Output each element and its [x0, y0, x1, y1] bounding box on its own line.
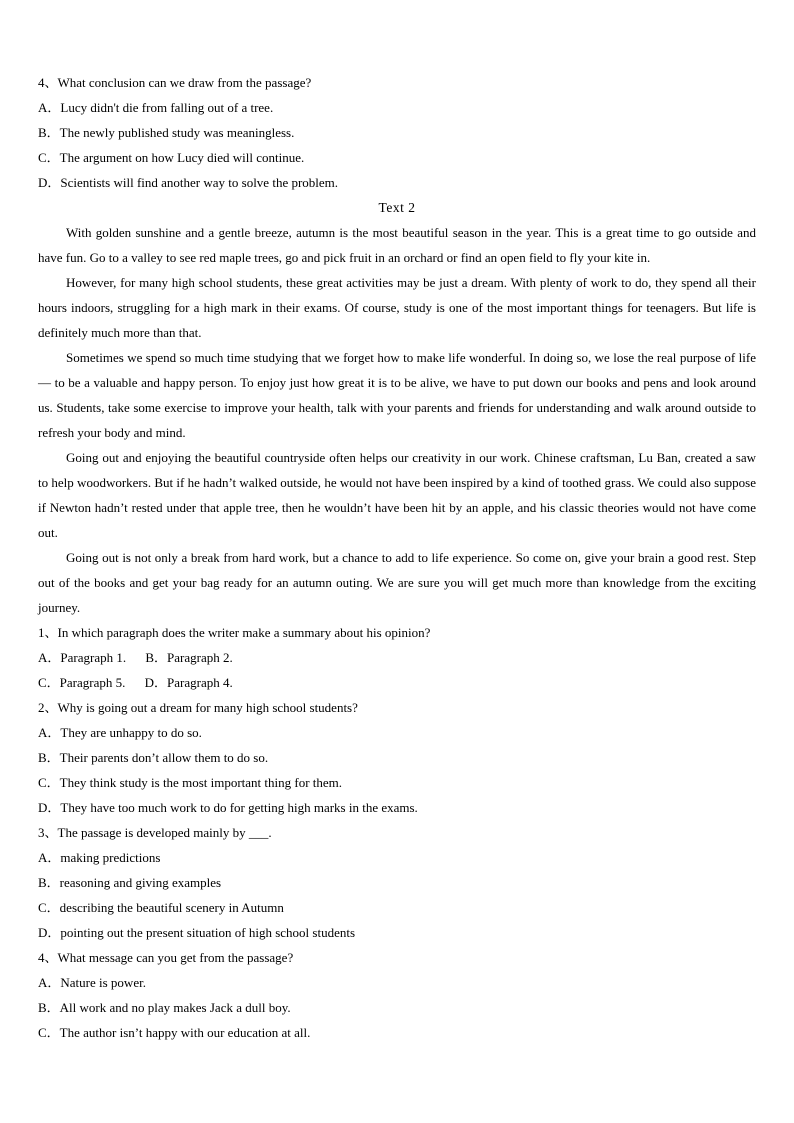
option-a: A．They are unhappy to do so. [38, 725, 202, 740]
question-block-prev-4 [38, 70, 756, 195]
option-b: B．reasoning and giving examples [38, 875, 222, 890]
question-prompt: 2、Why is going out a dream for many high school students? [38, 700, 358, 715]
option-d: D．They have too much work to do for getting high marks in the exams. [38, 800, 418, 815]
question-block-4 [38, 945, 756, 1045]
option-b: B．All work and no play makes Jack a dull boy. [38, 1000, 291, 1015]
option-c: C．describing the beautiful scenery in Autumn [38, 900, 284, 915]
option-d: D．Scientists will find another way to solve the problem. [38, 175, 339, 190]
option-c: C．The argument on how Lucy died will continue. [38, 150, 305, 165]
option-a: A．Paragraph 1. [38, 650, 127, 665]
option-b: B．Their parents don’t allow them to do so. [38, 750, 269, 765]
option-row-cd [38, 670, 756, 695]
option-a: A．Lucy didn't die from falling out of a tree. [38, 100, 274, 115]
passage-paragraph-2: However, for many high school students, these great activities may be just a dream. With plenty of work to do, they spend all their hours indoors, struggling for a high mark in their exams. Of course, study is one of the most important things for teenagers. But life is definitely much more than that. [38, 275, 756, 340]
question-prompt: 4、What message can you get from the passage? [38, 950, 294, 965]
option-d: D．Paragraph 4. [144, 675, 233, 690]
passage-paragraph-4: Going out and enjoying the beautiful countryside often helps our creativity in our work. Chinese craftsman, Lu Ban, created a saw to help woodworkers. But if he hadn’t walked outside, he would not have been inspired by a kind of toothed grass. We could also suppose if Newton hadn’t rested under that apple tree, then he wouldn’t have been hit by an apple, and his classic theories would not have come out. [38, 450, 756, 540]
question-prompt: 3、The passage is developed mainly by ___. [38, 825, 272, 840]
option-a: A．making predictions [38, 850, 161, 865]
question-block-3 [38, 820, 756, 945]
passage-paragraph-3: Sometimes we spend so much time studying that we forget how to make life wonderful. In doing so, we lose the real purpose of life — to be a valuable and happy person. To enjoy just how great it is to be alive, we have to put down our books and pens and look around us. Students, take some exercise to improve your health, talk with your parents and friends for understanding and walk around outside to refresh your body and mind. [38, 350, 756, 440]
question-prompt: 4、What conclusion can we draw from the passage? [38, 75, 312, 90]
section-title: Text 2 [378, 200, 416, 215]
option-a: A．Nature is power. [38, 975, 146, 990]
option-c: C．The author isn’t happy with our education at all. [38, 1025, 311, 1040]
option-c: C．Paragraph 5. [38, 675, 126, 690]
option-b: B．The newly published study was meaningless. [38, 125, 295, 140]
question-prompt: 1、In which paragraph does the writer make a summary about his opinion? [38, 625, 431, 640]
question-block-1 [38, 620, 756, 695]
passage-paragraph-1: With golden sunshine and a gentle breeze, autumn is the most beautiful season in the year. This is a great time to go outside and have fun. Go to a valley to see red maple trees, go and pick fruit in an orchard or find an open field to fly your kite in. [38, 225, 756, 265]
option-c: C．They think study is the most important thing for them. [38, 775, 343, 790]
option-b: B．Paragraph 2. [145, 650, 233, 665]
reading-passage [38, 220, 756, 620]
question-block-2 [38, 695, 756, 820]
passage-paragraph-5: Going out is not only a break from hard work, but a chance to add to life experience. So come on, give your brain a good rest. Step out of the books and get your bag ready for an autumn outing. We are sure you will get much more than knowledge from the exciting journey. [38, 550, 756, 615]
option-row-ab [38, 645, 756, 670]
option-d: D．pointing out the present situation of high school students [38, 925, 356, 940]
